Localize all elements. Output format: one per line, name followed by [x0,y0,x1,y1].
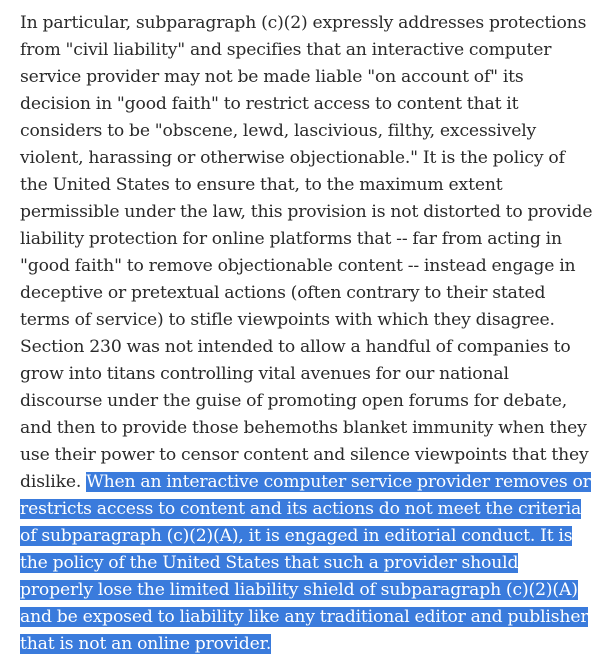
body-paragraph [20,10,595,658]
article-body [20,10,595,658]
paragraph-text: In particular, subparagraph (c)(2) expressly addresses protections from "civil liability" and specifies that an interactive computer service provider may not be made liable "on account of" its decision in "good faith" to restrict access to content that it considers to be "obscene, lewd, lascivious, filthy, excessively violent, harassing or otherwise objectionable." It is the policy of the United States to ensure that, to the maximum extent permissible under the law, this provision is not distorted to provide liability protection for online platforms that -- far from acting in "good faith" to remove objectionable content -- instead engage in deceptive or pretextual actions (often contrary to their stated terms of service) to stifle viewpoints with which they disagree. Section 230 was not intended to allow a handful of companies to grow into titans controlling vital avenues for our national discourse under the guise of promoting open forums for debate, and then to provide those behemoths blanket immunity when they use their power to censor content and silence viewpoints that they dislike. [20,13,593,492]
selected-text[interactable]: When an interactive computer service provider removes or restricts access to content and its actions do not meet the criteria of subparagraph (c)(2)(A), it is engaged in editorial conduct. It is the policy of the United States that such a provider should properly lose the limited liability shield of subparagraph (c)(2)(A) and be exposed to liability like any traditional editor and publisher that is not an online provider. [20,472,591,654]
